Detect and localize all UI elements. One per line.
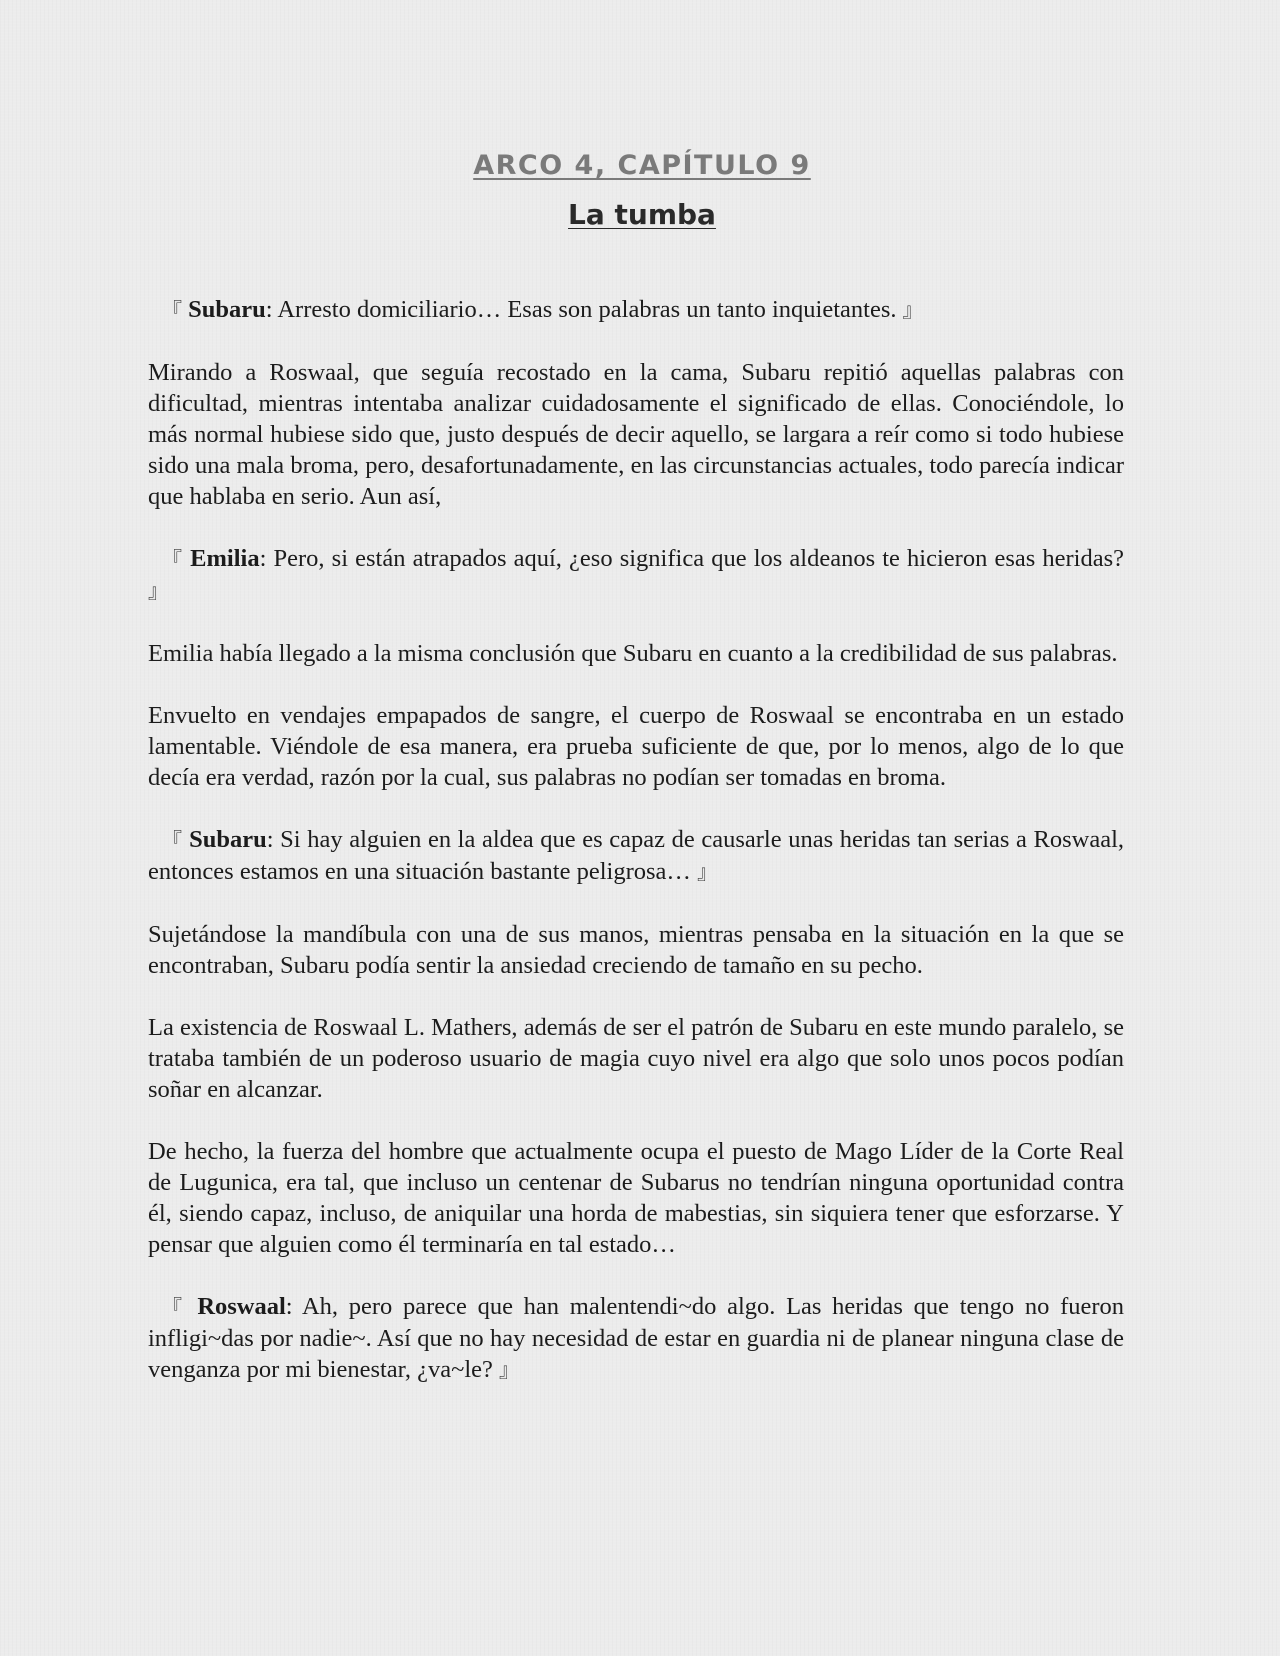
close-quote-mark: 』 (902, 298, 923, 322)
narration-paragraph: Envuelto en vendajes empapados de sangre, el cuerpo de Roswaal se encontraba en un estado lamentable. Viéndole de esa manera, era prueba suficiente de que, por lo menos, algo de lo que decía era verdad, razón por la cual, sus palabras no podían ser tomadas en broma. (148, 702, 1124, 791)
dialogue-subaru (148, 294, 1124, 326)
narration-paragraph: De hecho, la fuerza del hombre que actualmente ocupa el puesto de Mago Líder de la Corte Real de Lugunica, era tal, que incluso un centenar de Subarus no tendrían ninguna oportunidad contra él, siendo capaz, incluso, de aniquilar una horda de mabestias, sin siquiera tener que esforzarse. Y pensar que alguien como él terminaría en tal estado… (148, 1138, 1124, 1258)
open-quote-mark: 『 (162, 298, 182, 322)
open-quote-mark: 『 (162, 547, 184, 571)
dialogue-roswaal (148, 1291, 1124, 1386)
dialogue-text: : Arresto domiciliario… Esas son palabras un tanto inquietantes. (265, 296, 903, 323)
document-body (148, 294, 1124, 1386)
document-page (148, 140, 1124, 1417)
speaker-name: Emilia (190, 545, 260, 572)
narration-paragraph: Mirando a Roswaal, que seguía recostado en la cama, Subaru repitió aquellas palabras con dificultad, mientras intentaba analizar cuidadosamente el significado de ellas. Conociéndole, lo más normal hubiese sido que, justo después de decir aquello, se largara a reír como si todo hubiese sido una mala broma, pero, desafortunadamente, en las circunstancias actuales, todo parecía indicar que hablaba en serio. Aun así, (148, 359, 1124, 510)
chapter-subtitle: La tumba (568, 198, 716, 231)
chapter-heading: ARCO 4, CAPÍTULO 9 (473, 150, 811, 181)
dialogue-text: : Si hay alguien en la aldea que es capaz de causarle unas heridas tan serias a Roswaal, entonces estamos en una situación bastante peligrosa… (148, 826, 1125, 885)
narration-paragraph: La existencia de Roswaal L. Mathers, además de ser el patrón de Subaru en este mundo paralelo, se trataba también de un poderoso usuario de magia cuyo nivel era algo que solo unos pocos podían soñar en alcanzar. (148, 1014, 1124, 1103)
dialogue-emilia (148, 543, 1124, 607)
narration-paragraph: Sujetándose la mandíbula con una de sus manos, mientras pensaba en la situación en la que se encontraban, Subaru podía sentir la ansiedad creciendo de tamaño en su pecho. (148, 921, 1124, 979)
open-quote-mark: 『 (162, 1295, 187, 1319)
narration-paragraph: Emilia había llegado a la misma conclusión que Subaru en cuanto a la credibilidad de sus palabras. (148, 640, 1118, 667)
close-quote-mark: 』 (697, 860, 718, 884)
close-quote-mark: 』 (499, 1358, 520, 1382)
dialogue-text: : Pero, si están atrapados aquí, ¿eso significa que los aldeanos te hicieron esas heridas? (259, 545, 1125, 572)
dialogue-subaru (148, 824, 1124, 888)
speaker-name: Subaru (188, 296, 266, 323)
open-quote-mark: 『 (162, 828, 183, 852)
dialogue-text: : Ah, pero parece que han malentendi~do algo. Las heridas que tengo no fueron infligi~das por nadie~. Así que no hay necesidad de estar en guardia ni de planear ninguna clase de venganza por mi bienestar, ¿va~le? (148, 1293, 1125, 1383)
speaker-name: Roswaal (197, 1293, 286, 1320)
speaker-name: Subaru (189, 826, 267, 853)
close-quote-mark: 』 (148, 579, 168, 603)
